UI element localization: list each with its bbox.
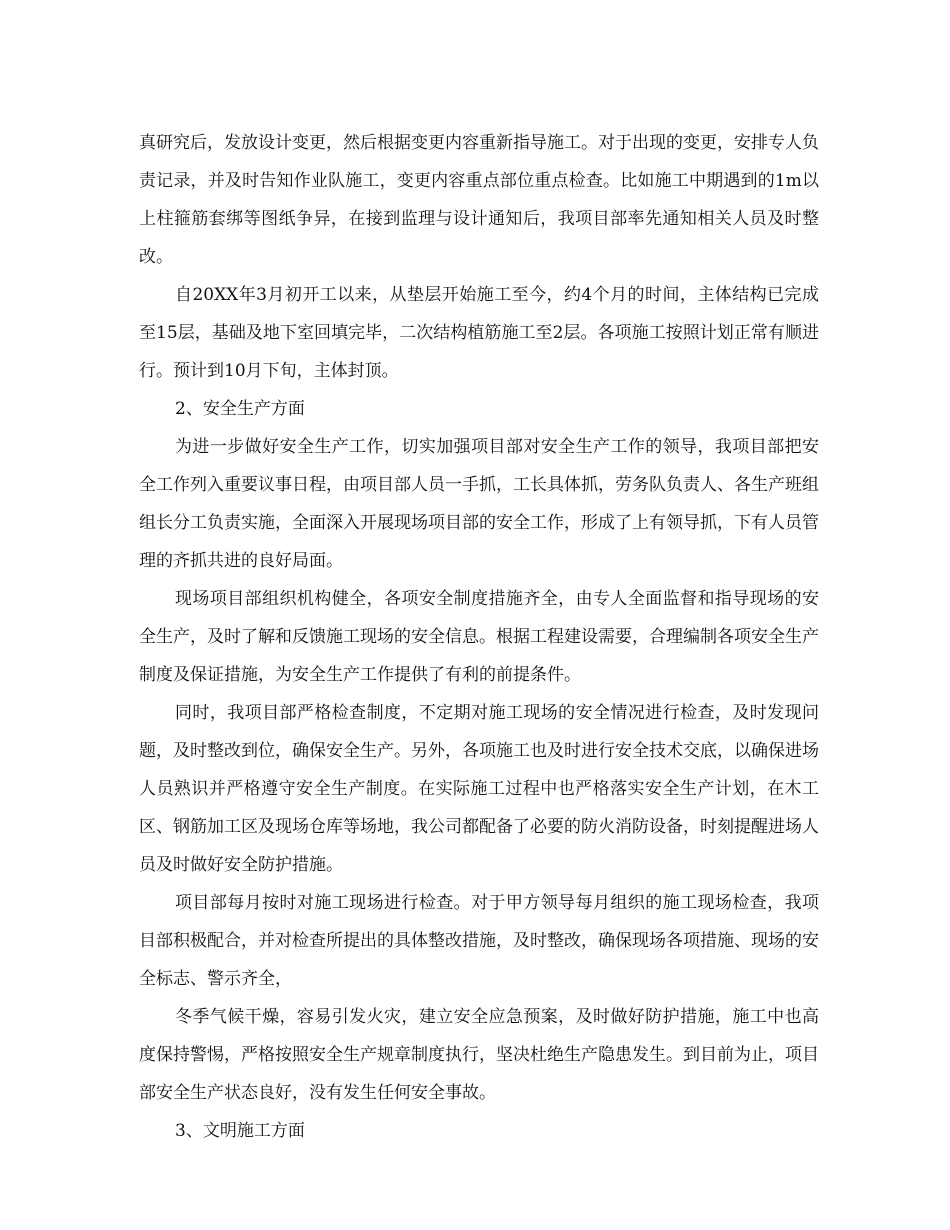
paragraph-safety-inspection: 同时，我项目部严格检查制度，不定期对施工现场的安全情况进行检查，及时发现问题，及时整改到位，确保安全生产。另外，各项施工也及时进行安全技术交底，以确保进场人员熟识并严格遵守安全生产制度。在实际施工过程中也严格落实安全生产计划，在木工区、钢筋加工区及现场仓库等场地，我公司都配备了必要的防火消防设备，时刻提醒进场人员及时做好安全防护措施。 [139,703,819,875]
paragraph-monthly-check: 项目部每月按时对施工现场进行检查。对于甲方领导每月组织的施工现场检查，我项目部积极配合，并对检查所提出的具体整改措施，及时整改，确保现场各项措施、现场的安全标志、警示齐全， [139,893,819,989]
section-heading-civilized: 3、文明施工方面 [175,1121,305,1141]
paragraph-continuation: 真研究后，发放设计变更，然后根据变更内容重新指导施工。对于出现的变更，安排专人负责记录，并及时告知作业队施工，变更内容重点部位重点检查。比如施工中期遇到的1m以上柱箍筋套绑等图纸争异，在接到监理与设计通知后，我项目部率先通知相关人员及时整改。 [139,133,819,267]
paragraph-winter-fire: 冬季气候干燥，容易引发火灾，建立安全应急预案，及时做好防护措施，施工中也高度保持警惕，严格按照安全生产规章制度执行，坚决杜绝生产隐患发生。到目前为止，项目部安全生产状态良好，没有发生任何安全事故。 [139,1007,819,1103]
paragraph-safety-organization: 现场项目部组织机构健全，各项安全制度措施齐全，由专人全面监督和指导现场的安全生产，及时了解和反馈施工现场的安全信息。根据工程建设需要，合理编制各项安全生产制度及保证措施，为安全生产工作提供了有利的前提条件。 [139,589,819,685]
document-body [139,124,819,1150]
paragraph-progress: 自20XX年3月初开工以来，从垫层开始施工至今，约4个月的时间，主体结构已完成至15层，基础及地下室回填完毕，二次结构植筋施工至2层。各项施工按照计划正常有顺进行。预计到10月下旬，主体封顶。 [139,285,819,381]
section-heading-safety: 2、安全生产方面 [175,399,305,419]
paragraph-safety-leadership: 为进一步做好安全生产工作，切实加强项目部对安全生产工作的领导，我项目部把安全工作列入重要议事日程，由项目部人员一手抓，工长具体抓，劳务队负责人、各生产班组组长分工负责实施，全面深入开展现场项目部的安全工作，形成了上有领导抓，下有人员管理的齐抓共进的良好局面。 [139,437,819,571]
